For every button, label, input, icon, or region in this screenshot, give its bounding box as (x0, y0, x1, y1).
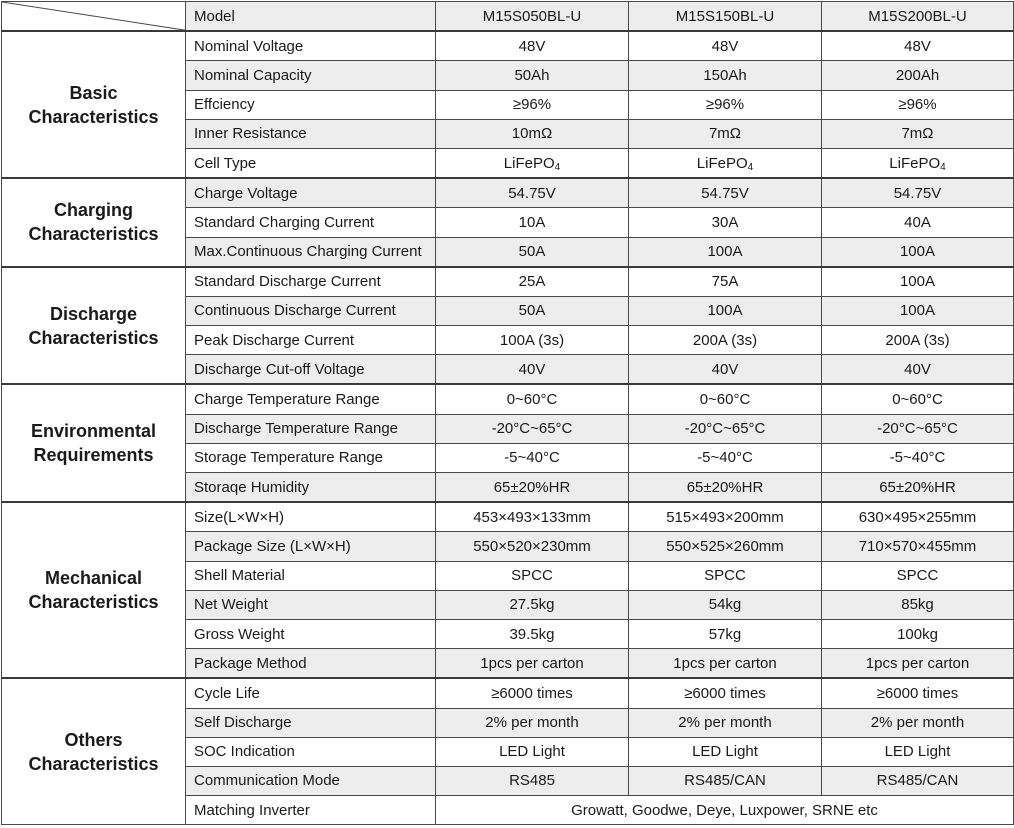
spec-value: 65±20%HR (629, 473, 822, 503)
category-line: Environmental (30, 421, 157, 442)
spec-value: 515×493×200mm (629, 502, 822, 532)
spec-value: 200A (3s) (822, 326, 1014, 355)
spec-value: 54.75V (436, 178, 629, 208)
spec-value: -5~40°C (629, 443, 822, 472)
spec-value: SPCC (822, 561, 1014, 590)
spec-value: -5~40°C (822, 443, 1014, 472)
spec-value: -5~40°C (436, 443, 629, 472)
spec-value: 65±20%HR (822, 473, 1014, 503)
spec-value: ≥6000 times (436, 678, 629, 708)
parameter-name: Cell Type (186, 148, 436, 178)
category-line: Characteristics (28, 592, 159, 613)
parameter-name: SOC Indication (186, 737, 436, 766)
spec-value: LED Light (629, 737, 822, 766)
spec-value: 2% per month (436, 708, 629, 737)
diagonal-line (2, 2, 185, 30)
merged-value: Growatt, Goodwe, Deye, Luxpower, SRNE etc (436, 796, 1014, 825)
spec-value: 40V (629, 355, 822, 385)
corner-cell (2, 2, 186, 32)
spec-value: LED Light (822, 737, 1014, 766)
spec-value: 75A (629, 267, 822, 297)
spec-value: 40V (436, 355, 629, 385)
spec-value: LiFePO$_4$ (822, 148, 1014, 178)
category-line: Characteristics (28, 753, 159, 774)
spec-value: 50Ah (436, 61, 629, 90)
spec-value: 1pcs per carton (629, 649, 822, 679)
category-line: Characteristics (28, 224, 159, 245)
spec-value: SPCC (436, 561, 629, 590)
category-line: Requirements (33, 445, 154, 466)
model-name: M15S050BL-U (436, 2, 629, 32)
spec-value: 54.75V (822, 178, 1014, 208)
parameter-name: Shell Material (186, 561, 436, 590)
spec-value: 10A (436, 208, 629, 237)
parameter-name: Nominal Voltage (186, 31, 436, 61)
spec-value: ≥96% (822, 90, 1014, 119)
spec-value: 0~60°C (436, 384, 629, 414)
parameter-name: Storage Temperature Range (186, 443, 436, 472)
category-line: Discharge (49, 303, 138, 324)
parameter-name: Package Size (L×W×H) (186, 532, 436, 561)
parameter-name: Net Weight (186, 590, 436, 619)
spec-value: 50A (436, 237, 629, 267)
spec-value: 100A (629, 237, 822, 267)
parameter-name: Charge Voltage (186, 178, 436, 208)
spec-value: 7mΩ (822, 119, 1014, 148)
spec-value: 0~60°C (629, 384, 822, 414)
spec-row (2, 31, 1014, 61)
parameter-name: Matching Inverter (186, 796, 436, 825)
spec-row (2, 678, 1014, 708)
parameter-name: Size(L×W×H) (186, 502, 436, 532)
category-label (2, 502, 186, 678)
parameter-name: Inner Resistance (186, 119, 436, 148)
spec-value: 100A (629, 296, 822, 325)
subscript: 4 (554, 161, 561, 173)
spec-value: 50A (436, 296, 629, 325)
spec-value: ≥6000 times (822, 678, 1014, 708)
spec-table (1, 1, 1014, 825)
spec-value: 10mΩ (436, 119, 629, 148)
spec-row (2, 267, 1014, 297)
spec-value: 48V (436, 31, 629, 61)
parameter-name: Standard Discharge Current (186, 267, 436, 297)
spec-value: 54kg (629, 590, 822, 619)
spec-value: 0~60°C (822, 384, 1014, 414)
spec-value: 40A (822, 208, 1014, 237)
spec-value: 57kg (629, 619, 822, 648)
subscript: 4 (940, 161, 946, 173)
parameter-name: Gross Weight (186, 619, 436, 648)
spec-value: 100A (3s) (436, 326, 629, 355)
model-name: M15S150BL-U (629, 2, 822, 32)
spec-value: -20°C~65°C (629, 414, 822, 443)
category-line: Characteristics (28, 106, 159, 127)
spec-value: RS485/CAN (629, 766, 822, 795)
spec-value: 710×570×455mm (822, 532, 1014, 561)
parameter-name: Package Method (186, 649, 436, 679)
parameter-name: Self Discharge (186, 708, 436, 737)
spec-value: 200A (3s) (629, 326, 822, 355)
spec-value: 200Ah (822, 61, 1014, 90)
spec-value: SPCC (629, 561, 822, 590)
spec-value: LiFePO$_4$ (629, 148, 822, 178)
parameter-name: Discharge Cut-off Voltage (186, 355, 436, 385)
spec-value: ≥96% (436, 90, 629, 119)
parameter-name: Max.Continuous Charging Current (186, 237, 436, 267)
category-line: Characteristics (28, 327, 159, 348)
parameter-name: Storaqe Humidity (186, 473, 436, 503)
parameter-name: Cycle Life (186, 678, 436, 708)
spec-value: 100A (822, 267, 1014, 297)
spec-value: 2% per month (629, 708, 822, 737)
category-label (2, 267, 186, 385)
spec-row (2, 384, 1014, 414)
spec-value: 550×520×230mm (436, 532, 629, 561)
spec-value: 100A (822, 237, 1014, 267)
spec-row (2, 178, 1014, 208)
header-label: Model (186, 2, 436, 32)
spec-value: 7mΩ (629, 119, 822, 148)
spec-value: 48V (822, 31, 1014, 61)
category-label (2, 178, 186, 267)
spec-value: 39.5kg (436, 619, 629, 648)
spec-value: 25A (436, 267, 629, 297)
category-label (2, 31, 186, 178)
spec-value: -20°C~65°C (822, 414, 1014, 443)
spec-value: ≥96% (629, 90, 822, 119)
spec-value: LiFePO$_4$ (436, 148, 629, 178)
parameter-name: Discharge Temperature Range (186, 414, 436, 443)
parameter-name: Peak Discharge Current (186, 326, 436, 355)
spec-value: 48V (629, 31, 822, 61)
spec-value: 2% per month (822, 708, 1014, 737)
spec-value: 150Ah (629, 61, 822, 90)
category-line: Others (64, 729, 123, 750)
parameter-name: Effciency (186, 90, 436, 119)
spec-value: 630×495×255mm (822, 502, 1014, 532)
spec-value: 453×493×133mm (436, 502, 629, 532)
category-line: Basic (69, 82, 118, 103)
spec-value: RS485/CAN (822, 766, 1014, 795)
spec-value: ≥6000 times (629, 678, 822, 708)
spec-value: 40V (822, 355, 1014, 385)
parameter-name: Charge Temperature Range (186, 384, 436, 414)
spec-value: LED Light (436, 737, 629, 766)
model-name: M15S200BL-U (822, 2, 1014, 32)
parameter-name: Standard Charging Current (186, 208, 436, 237)
spec-row (2, 502, 1014, 532)
category-line: Charging (54, 200, 133, 221)
category-line: Mechanical (44, 568, 143, 589)
header-row (2, 2, 1014, 32)
spec-value: 1pcs per carton (436, 649, 629, 679)
parameter-name: Nominal Capacity (186, 61, 436, 90)
category-label (2, 384, 186, 502)
category-label (2, 678, 186, 824)
spec-value: 65±20%HR (436, 473, 629, 503)
parameter-name: Continuous Discharge Current (186, 296, 436, 325)
spec-value: 30A (629, 208, 822, 237)
subscript: 4 (747, 161, 754, 173)
spec-value: 54.75V (629, 178, 822, 208)
spec-value: 100kg (822, 619, 1014, 648)
spec-value: 550×525×260mm (629, 532, 822, 561)
parameter-name: Communication Mode (186, 766, 436, 795)
spec-value: -20°C~65°C (436, 414, 629, 443)
spec-value: RS485 (436, 766, 629, 795)
spec-value: 85kg (822, 590, 1014, 619)
spec-value: 100A (822, 296, 1014, 325)
spec-value: 27.5kg (436, 590, 629, 619)
spec-value: 1pcs per carton (822, 649, 1014, 679)
